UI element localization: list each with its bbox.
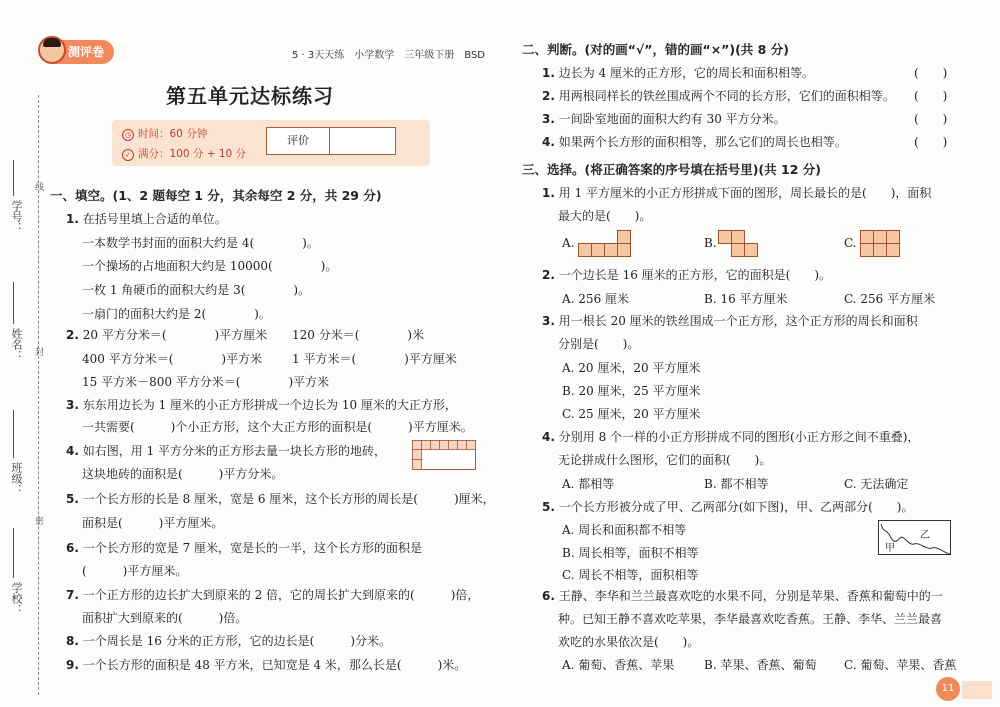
q1-item[interactable]: 一个操场的占地面积大约是 10000( )。 [82, 259, 338, 273]
q2-blank[interactable]: 20 平方分米＝( )平方厘米 [82, 328, 268, 342]
mc1-line2[interactable]: 最大的是( )。 [558, 209, 652, 223]
q8-line1[interactable] [66, 632, 391, 649]
mc6-text: 王静、李华和兰兰最喜欢吃的水果不同，分别是苹果、香蕉和葡萄中的一 [558, 589, 943, 603]
q3-text: 东东用边长为 1 厘米的小正方形拼成一个边长为 10 厘米的大正方形， [82, 398, 457, 412]
q3-line2[interactable]: 一共需要( )个小正方形，这个大正方形的面积是( )平方厘米。 [82, 420, 473, 434]
q2-number: 2. [66, 328, 79, 342]
q1-number: 1. [66, 212, 79, 226]
mc4-number: 4. [542, 430, 555, 444]
q7-line2[interactable]: 面积扩大到原来的( )倍。 [82, 611, 248, 625]
badge-label: 测评卷 [68, 45, 105, 59]
section-choice-heading: 三、选择。(将正确答案的序号填在括号里)(共 12 分) [522, 162, 821, 177]
q7-text[interactable]: 一个正方形的边长扩大到原来的 2 倍，它的周长扩大到原来的( )倍， [82, 588, 480, 602]
q2-blank[interactable]: 1 平方米＝( )平方厘米 [292, 352, 457, 366]
mc4-line1 [542, 428, 919, 445]
q9-text[interactable]: 一个长方形的面积是 48 平方米，已知宽是 4 米，那么长是( )米。 [82, 658, 467, 672]
mc1-line1[interactable] [542, 184, 931, 201]
mc6-number: 6. [542, 589, 555, 603]
page-title: 第五单元达标练习 [166, 84, 334, 108]
exam-info-box [112, 120, 430, 166]
q1-item[interactable]: 一本数学书封面的面积大约是 4( )。 [82, 236, 319, 250]
mc1-text[interactable]: 用 1 平方厘米的小正方形拼成下面的图形，周长最长的是( )，面积 [558, 186, 932, 200]
section-true-false-heading: 二、判断。(对的画“√”，错的画“×”)(共 8 分) [522, 42, 789, 57]
mc5-number: 5. [542, 500, 555, 514]
split-rectangle-figure [878, 520, 952, 556]
q6-text: 一个长方形的宽是 7 厘米，宽是长的一半，这个长方形的面积是 [82, 541, 423, 555]
page-number: 11 [936, 677, 960, 701]
class-label: 班级： [10, 462, 23, 495]
q6-number: 6. [66, 541, 79, 555]
tf-item-3 [542, 110, 786, 127]
mc5-stem[interactable] [542, 498, 913, 515]
tf-number: 2. [542, 89, 555, 103]
q5-line2[interactable]: 面积是( )平方厘米。 [82, 516, 224, 530]
mc5-text[interactable]: 一个长方形被分成了甲、乙两部分(如下图)，甲、乙两部分( )。 [558, 500, 914, 514]
shape-c-figure [860, 229, 904, 257]
tf-number: 4. [542, 135, 555, 149]
tf-text: 一间卧室地面的面积大约有 30 平方分米。 [558, 112, 786, 126]
q3-line1 [66, 396, 457, 413]
mc3-option-b[interactable]: B. 20 厘米，25 平方厘米 [562, 384, 701, 398]
mc6-line2: 种。已知王静不喜欢吃苹果，李华最喜欢吃香蕉。王静、李华、兰兰最喜 [558, 612, 943, 626]
q4-number: 4. [66, 444, 79, 458]
mc2-text[interactable]: 一个边长是 16 厘米的正方形，它的面积是( )。 [558, 268, 832, 282]
mc6-option-a[interactable]: A. 葡萄、香蕉、苹果 [562, 658, 675, 672]
mc1-option-a[interactable]: A. [562, 236, 575, 250]
seal-mark-secret: 密 [33, 516, 43, 525]
tile-measure-figure [412, 440, 476, 470]
school-label: 学校： [10, 582, 23, 615]
part-jia-label: 甲 [885, 543, 895, 554]
tf-number: 3. [542, 112, 555, 126]
mc3-line1 [542, 312, 918, 329]
q8-text[interactable]: 一个周长是 16 分米的正方形，它的边长是( )分米。 [82, 634, 392, 648]
mc3-option-c[interactable]: C. 25 厘米，20 平方厘米 [562, 407, 701, 421]
tf-item-4 [542, 133, 847, 150]
section-fill-blank-heading: 一、填空。(1、2 题每空 1 分，其余每空 2 分，共 29 分) [50, 188, 382, 203]
mc5-option-b[interactable]: B. 周长相等，面积不相等 [562, 546, 699, 560]
shape-b-figure [718, 229, 762, 257]
tf-item-1 [542, 64, 814, 81]
q2-blank[interactable]: 120 分米＝( )米 [292, 328, 425, 342]
mc6-option-c[interactable]: C. 葡萄、苹果、香蕉 [844, 658, 957, 672]
tf-item-2 [542, 87, 895, 104]
time-info [122, 126, 207, 141]
tf-text: 如果两个长方形的面积相等，那么它们的周长也相等。 [558, 135, 847, 149]
q5-text[interactable]: 一个长方形的长是 8 厘米，宽是 6 厘米，这个长方形的周长是( )厘米， [82, 492, 495, 506]
tf-answer-box[interactable]: ( ) [914, 135, 948, 149]
name-field[interactable] [13, 282, 14, 324]
q1-stem [66, 210, 227, 227]
mc2-stem[interactable] [542, 266, 831, 283]
q9-number: 9. [66, 658, 79, 672]
tf-answer-box[interactable]: ( ) [914, 112, 948, 126]
shape-a-figure [578, 229, 634, 257]
series-info: 5 · 3天天练 小学数学 三年级下册 BSD [292, 50, 485, 61]
mc2-option-c[interactable]: C. 256 平方厘米 [844, 292, 936, 306]
q6-line2[interactable]: ( )平方厘米。 [82, 564, 188, 578]
tf-answer-box[interactable]: ( ) [914, 89, 948, 103]
mascot-face-icon [38, 36, 66, 64]
q1-text: 在括号里填上合适的单位。 [82, 212, 227, 226]
evaluation-label: 评价 [267, 128, 330, 154]
mc6-line3[interactable]: 欢吃的水果依次是( )。 [558, 635, 700, 649]
part-yi-label: 乙 [920, 530, 930, 541]
mc4-line2[interactable]: 无论拼成什么图形，它们的面积( )。 [558, 453, 772, 467]
q2-row1[interactable] [66, 326, 267, 343]
student-number-label: 学号： [10, 200, 23, 233]
seal-mark-line: 线 [33, 182, 43, 191]
tf-number: 1. [542, 66, 555, 80]
mc3-number: 3. [542, 314, 555, 328]
clock-icon: ◷ [122, 129, 134, 141]
tf-text: 边长为 4 厘米的正方形，它的周长和面积相等。 [558, 66, 815, 80]
q9-line1[interactable] [66, 656, 466, 673]
mc3-line2[interactable]: 分别是( )。 [558, 337, 640, 351]
q1-item[interactable]: 一扇门的面积大约是 2( )。 [82, 307, 271, 321]
q5-line1[interactable] [66, 490, 495, 507]
mc6-line1 [542, 587, 943, 604]
q1-item[interactable]: 一枚 1 角硬币的面积大约是 3( )。 [82, 283, 311, 297]
page-corner-tab [962, 681, 992, 699]
q4-line1 [66, 442, 386, 459]
q3-number: 3. [66, 398, 79, 412]
mc1-option-b[interactable]: B. [704, 236, 717, 250]
mc1-option-c[interactable]: C. [844, 236, 857, 250]
q7-number: 7. [66, 588, 79, 602]
mc2-number: 2. [542, 268, 555, 282]
q6-line1 [66, 539, 422, 556]
q5-number: 5. [66, 492, 79, 506]
score-text: 满分：100 分 + 10 分 [138, 148, 247, 160]
q4-line2[interactable]: 这块地砖的面积是( )平方分米。 [82, 467, 284, 481]
tf-answer-box[interactable]: ( ) [914, 66, 948, 80]
mc4-option-b[interactable]: B. 都不相等 [704, 477, 769, 491]
mc4-text: 分别用 8 个一样的小正方形拼成不同的图形(小正方形之间不重叠)， [558, 430, 920, 444]
evaluation-box[interactable] [266, 127, 396, 155]
score-info [122, 146, 246, 161]
seal-mark-seal: 封 [33, 347, 43, 356]
mc6-option-b[interactable]: B. 苹果、香蕉、葡萄 [704, 658, 817, 672]
mc1-number: 1. [542, 186, 555, 200]
mc5-option-a[interactable]: A. 周长和面积都不相等 [562, 523, 687, 537]
student-number-field[interactable] [13, 160, 14, 196]
test-paper-badge [42, 40, 114, 64]
q2-blank[interactable]: 400 平方分米＝( )平方米 [82, 352, 263, 366]
q7-line1[interactable] [66, 586, 479, 603]
time-text: 时间：60 分钟 [138, 128, 208, 140]
q4-text: 如右图，用 1 平方分米的正方形去量一块长方形的地砖， [82, 444, 387, 458]
mc3-option-a[interactable]: A. 20 厘米，20 平方厘米 [562, 361, 701, 375]
tf-text: 用两根同样长的铁丝围成两个不同的长方形，它们的面积相等。 [558, 89, 895, 103]
mc2-option-a[interactable]: A. 256 厘米 [562, 292, 630, 306]
mc4-option-a[interactable]: A. 都相等 [562, 477, 615, 491]
q8-number: 8. [66, 634, 79, 648]
check-icon: ✓ [122, 149, 134, 161]
school-field[interactable] [13, 528, 14, 578]
q2-blank[interactable]: 15 平方米－800 平方分米＝( )平方米 [82, 375, 330, 389]
mc5-option-c[interactable]: C. 周长不相等，面积相等 [562, 568, 699, 582]
mc2-option-b[interactable]: B. 16 平方厘米 [704, 292, 788, 306]
mc4-option-c[interactable]: C. 无法确定 [844, 477, 909, 491]
mc3-text: 用一根长 20 厘米的铁丝围成一个正方形，这个正方形的周长和面积 [558, 314, 918, 328]
name-label: 姓名： [10, 328, 23, 361]
class-field[interactable] [13, 410, 14, 458]
